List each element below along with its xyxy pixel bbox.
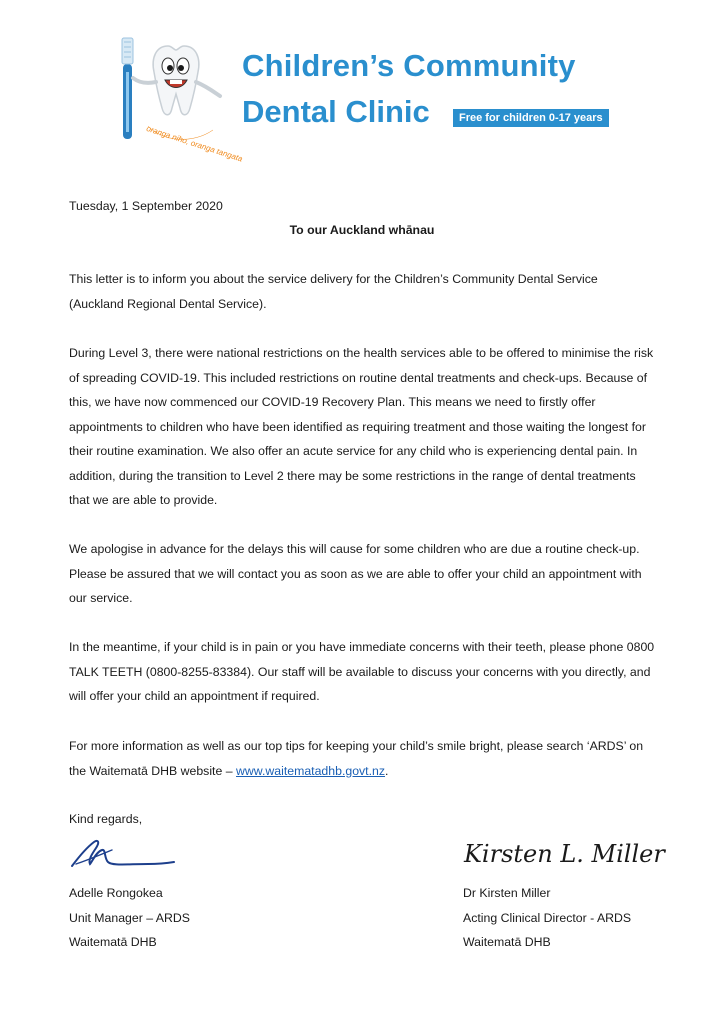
paragraph-intro: This letter is to inform you about the service delivery for the Children’s Community Dental Service (Auckland Regional Dental Service).	[69, 272, 598, 311]
age-badge: Free for children 0-17 years	[453, 109, 609, 127]
paragraph-covid-restrictions: During Level 3, there were national restrictions on the health services able to be offered to minimise the risk of spreading COVID-19. This included restrictions on routine dental treatments and check-ups. Because of this, we have now commenced our COVID-19 Recovery Plan. This means we need to firstly offer appointments to children who have been identified as requiring treatment and those waiting the longest for their routine examination. We also offer an acute service for any child who is experiencing dental pain. In addition, during the transition to Level 2 there may be some restrictions in the range of dental treatments that we are able to provide.	[69, 346, 654, 507]
logo-tagline: oranga niho, oranga tangata	[145, 124, 244, 164]
letter-salutation: To our Auckland whānau	[289, 223, 435, 237]
signatory-left-name: Adelle Rongokea	[69, 886, 163, 900]
paragraph-more-info	[69, 734, 655, 783]
signatory-left-org: Waitematā DHB	[69, 935, 157, 949]
paragraph-contact: In the meantime, if your child is in pain or you have immediate concerns with their teeth, please phone 0800 TALK TEETH (0800-8255-83384). Our staff will be available to discuss your concerns with you directly, and will offer your child an appointment if required.	[69, 640, 655, 703]
brand-name-line1: Children’s Community	[242, 48, 576, 83]
tooth-mascot-icon	[118, 34, 243, 149]
more-info-end: .	[385, 763, 389, 778]
website-link[interactable]: www.waitematadhb.govt.nz	[236, 763, 386, 778]
signatory-right	[463, 881, 631, 955]
letter-closing: Kind regards,	[69, 812, 143, 826]
more-info-text: For more information as well as our top tips for keeping your child’s smile bright, please search ‘ARDS’ on the Waitematā DHB website –	[69, 739, 644, 778]
clinic-logo	[118, 34, 618, 164]
signature-left-image	[68, 836, 178, 872]
brand-name-line2: Dental Clinic	[242, 94, 430, 129]
signature-right-lettering: Kirsten L. Miller	[464, 840, 665, 868]
signatory-right-name: Dr Kirsten Miller	[463, 886, 551, 900]
signatory-left-title: Unit Manager – ARDS	[69, 910, 190, 925]
letter-date: Tuesday, 1 September 2020	[69, 199, 223, 213]
signature-right-image	[462, 832, 665, 872]
paragraph-apology: We apologise in advance for the delays this will cause for some children who are due a routine check-up. Please be assured that we will contact you as soon as we are able to offer your child an appointment with our service.	[69, 542, 642, 605]
signatory-right-org: Waitematā DHB	[463, 935, 551, 949]
signatory-right-title: Acting Clinical Director - ARDS	[463, 910, 632, 925]
signatory-left	[69, 881, 190, 955]
